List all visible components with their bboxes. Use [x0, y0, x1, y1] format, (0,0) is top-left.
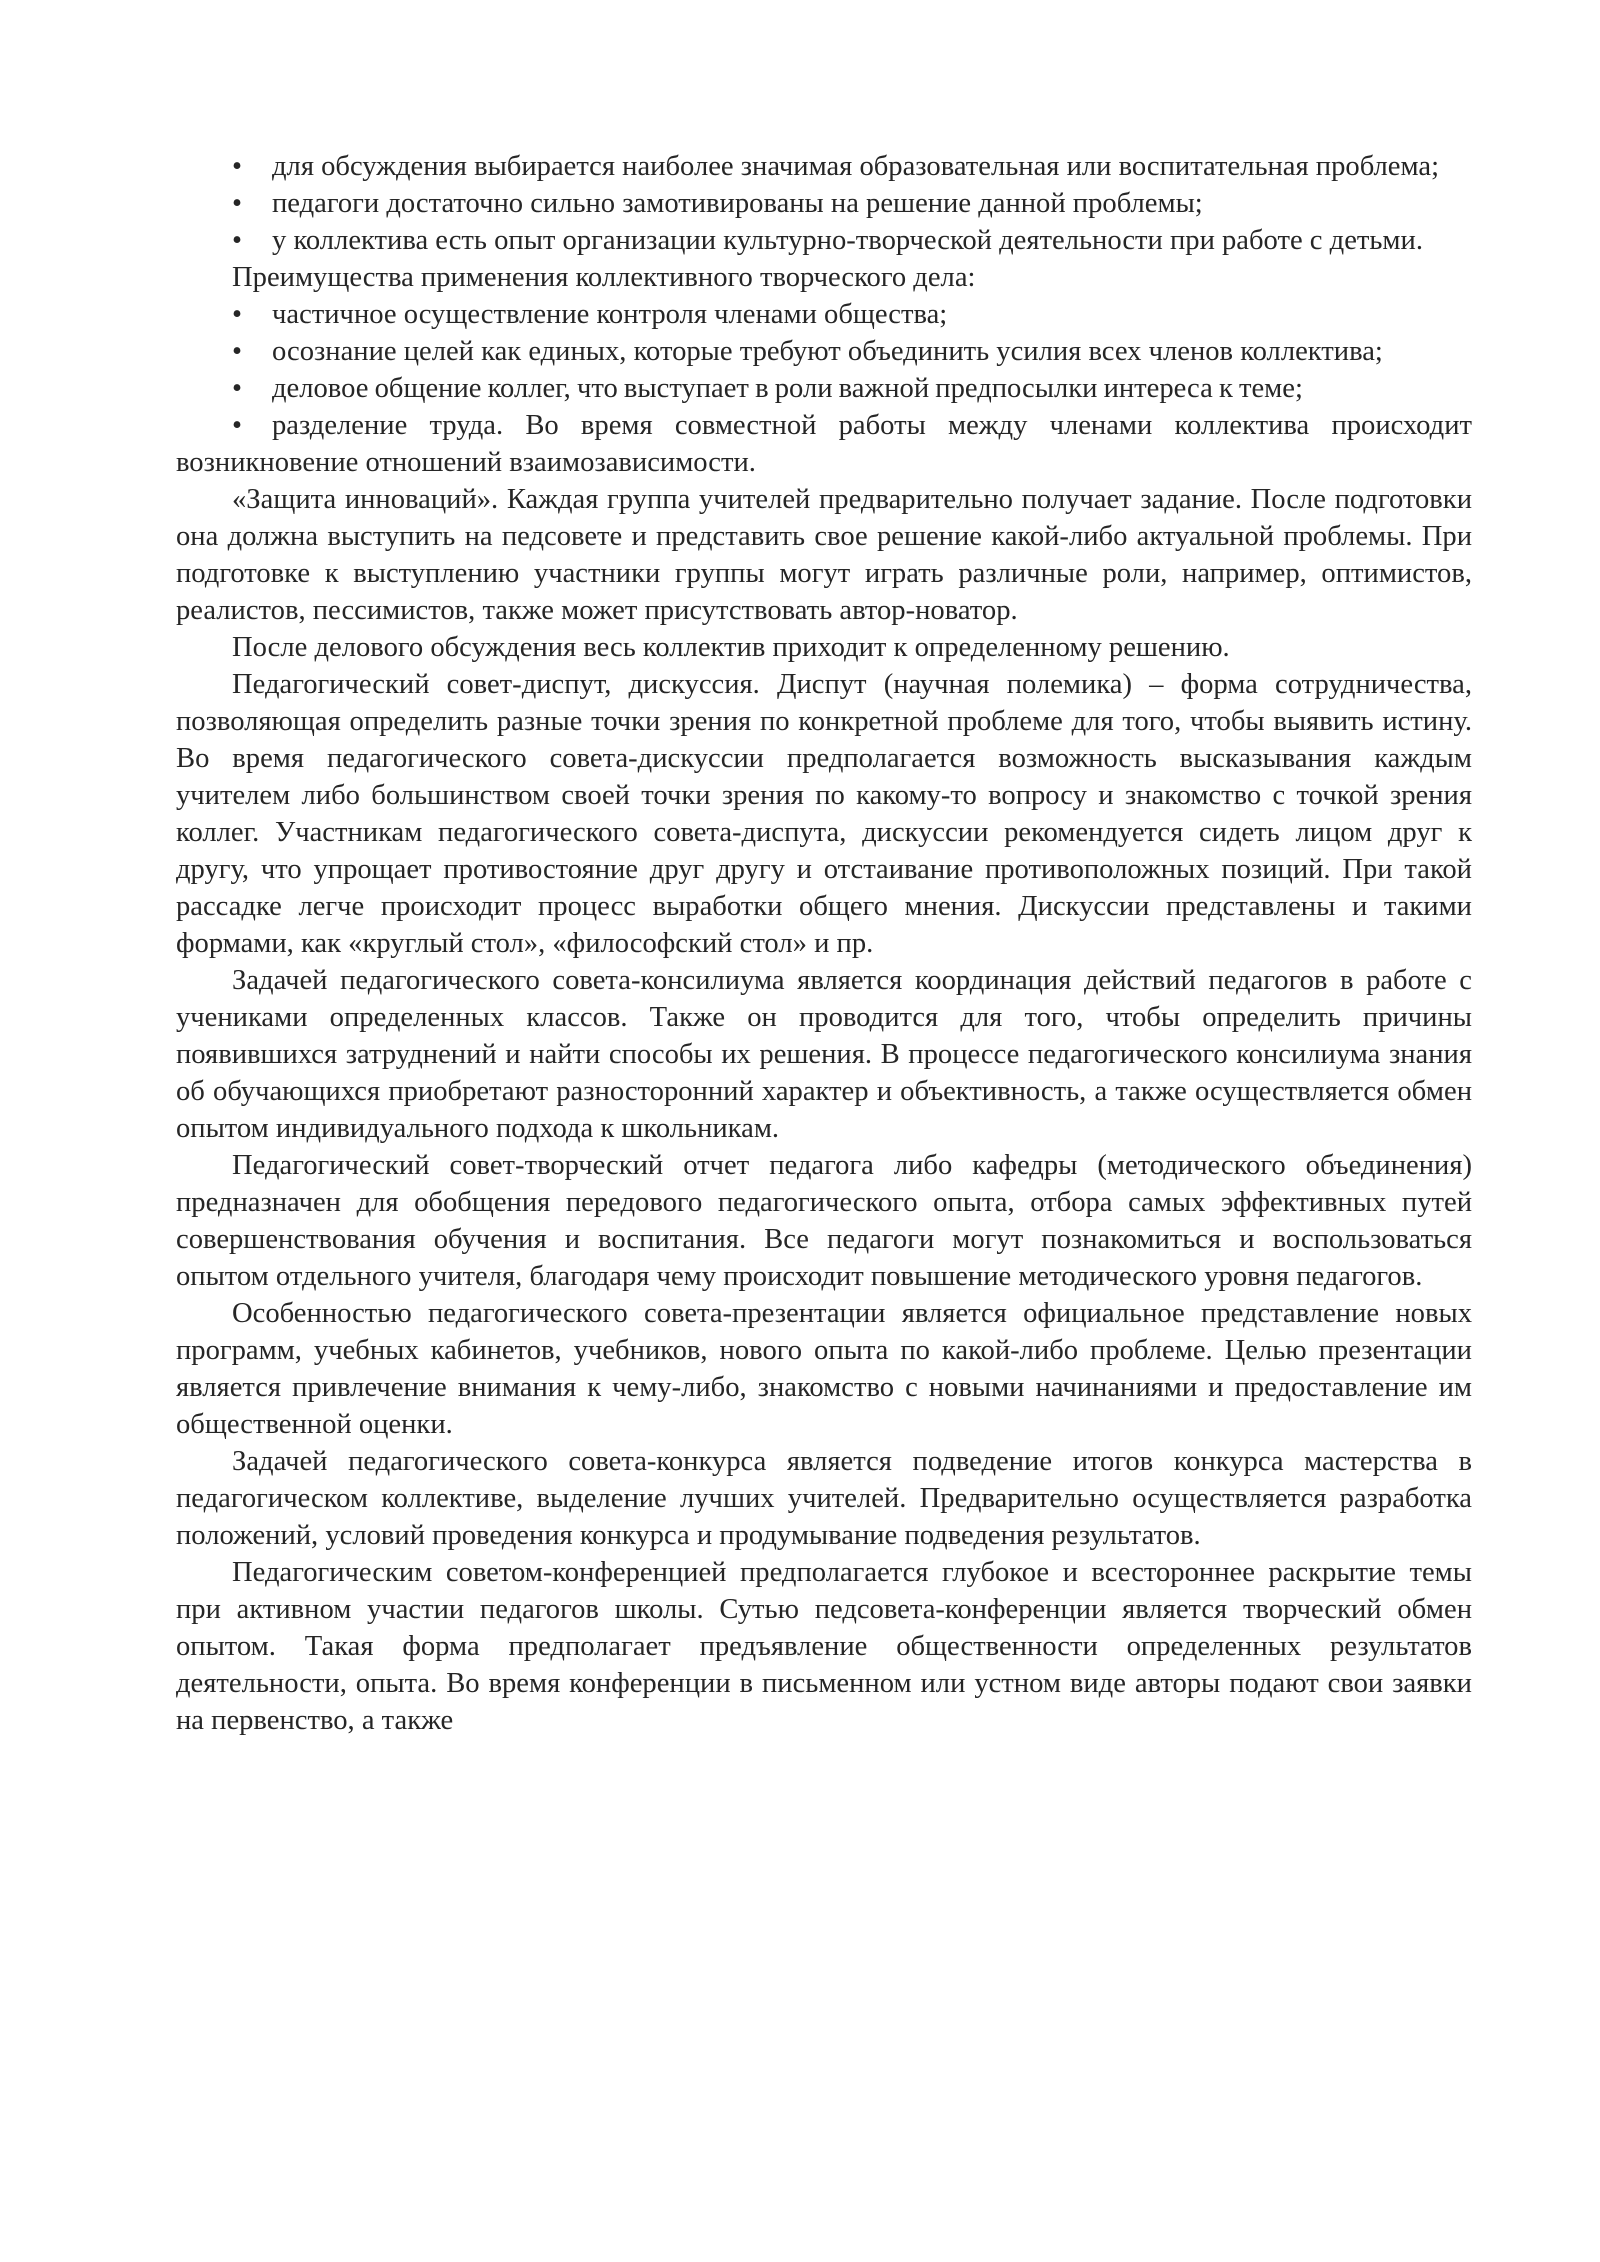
list-item-text: осознание целей как единых, которые требуют объединить усилия всех членов коллектива; — [272, 336, 1383, 367]
bullet-icon: • — [232, 336, 243, 367]
paragraph-innovation-defense: «Защита инноваций». Каждая группа учителей предварительно получает задание. После подготовки она должна выступить на педсовете и представить свое решение какой-либо актуальной проблемы. При подготовке к выступлению участники группы могут играть различные роли, например, оптимистов, реалистов, пессимистов, также может присутствовать автор-новатор. — [176, 484, 1472, 626]
bullet-icon: • — [232, 410, 243, 441]
list-item-text: у коллектива есть опыт организации культурно-творческой деятельности при работе с детьми. — [272, 225, 1423, 256]
list-item — [176, 407, 1472, 481]
bullet-icon: • — [232, 151, 243, 182]
document-page — [176, 148, 1472, 1739]
paragraph-presentation: Особенностью педагогического совета-презентации является официальное представление новых программ, учебных кабинетов, учебников, нового опыта по какой-либо проблеме. Целью презентации является привлечение внимания к чему-либо, знакомство с новыми начинаниями и предоставление им общественной оценки. — [176, 1298, 1472, 1440]
list-item — [176, 370, 1472, 407]
list-item — [176, 222, 1472, 259]
list-item-text: деловое общение коллег, что выступает в роли важной предпосылки интереса к теме; — [272, 373, 1303, 404]
paragraph-consilium: Задачей педагогического совета-консилиума является координация действий педагогов в работе с учениками определенных классов. Также он проводится для того, чтобы определить причины появившихся затруднений и найти способы их решения. В процессе педагогического консилиума знания об обучающихся приобретают разносторонний характер и объективность, а также осуществляется обмен опытом индивидуального подхода к школьникам. — [176, 965, 1472, 1144]
paragraph-contest: Задачей педагогического совета-конкурса является подведение итогов конкурса мастерства в педагогическом коллективе, выделение лучших учителей. Предварительно осуществляется разработка положений, условий проведения конкурса и продумывание подведения результатов. — [176, 1446, 1472, 1551]
list-item-text: частичное осуществление контроля членами общества; — [272, 299, 948, 330]
list-item-text: для обсуждения выбирается наиболее значимая образовательная или воспитательная проблема; — [272, 151, 1440, 182]
bullet-icon: • — [232, 188, 243, 219]
paragraph-dispute: Педагогический совет-диспут, дискуссия. Диспут (научная полемика) – форма сотрудничества, позволяющая определить разные точки зрения по конкретной проблеме для того, чтобы выявить истину. Во время педагогического совета-дискуссии предполагается возможность высказывания каждым учителем либо большинством своей точки зрения по какому-то вопросу и знакомство с точкой зрения коллег. Участникам педагогического совета-диспута, дискуссии рекомендуется сидеть лицом друг к другу, что упрощает противостояние друг другу и отстаивание противоположных позиций. При такой рассадке легче происходит процесс выработки общего мнения. Дискуссии представлены и такими формами, как «круглый стол», «философский стол» и пр. — [176, 669, 1472, 959]
list-item — [176, 296, 1472, 333]
paragraph-creative-report: Педагогический совет-творческий отчет педагога либо кафедры (методического объединения) предназначен для обобщения передового педагогического опыта, отбора самых эффективных путей совершенствования обучения и воспитания. Все педагоги могут познакомиться и воспользоваться опытом отдельного учителя, благодаря чему происходит повышение методического уровня педагогов. — [176, 1150, 1472, 1292]
bullet-icon: • — [232, 225, 243, 256]
bullet-icon: • — [232, 373, 243, 404]
paragraph-conference: Педагогическим советом-конференцией предполагается глубокое и всестороннее раскрытие темы при активном участии педагогов школы. Сутью педсовета-конференции является творческий обмен опытом. Такая форма предполагает предъявление общественности определенных результатов деятельности, опыта. Во время конференции в письменном или устном виде авторы подают свои заявки на первенство, а также — [176, 1557, 1472, 1736]
paragraph-decision: После делового обсуждения весь коллектив приходит к определенному решению. — [232, 632, 1230, 663]
advantages-heading: Преимущества применения коллективного творческого дела: — [232, 262, 976, 293]
bullet-icon: • — [232, 299, 243, 330]
list-item — [176, 148, 1472, 185]
list-item — [176, 333, 1472, 370]
list-item-text: педагоги достаточно сильно замотивированы на решение данной проблемы; — [272, 188, 1203, 219]
list-item — [176, 185, 1472, 222]
list-item-text: разделение труда. Во время совместной работы между членами коллектива происходит возникновение отношений взаимозависимости. — [176, 410, 1472, 478]
